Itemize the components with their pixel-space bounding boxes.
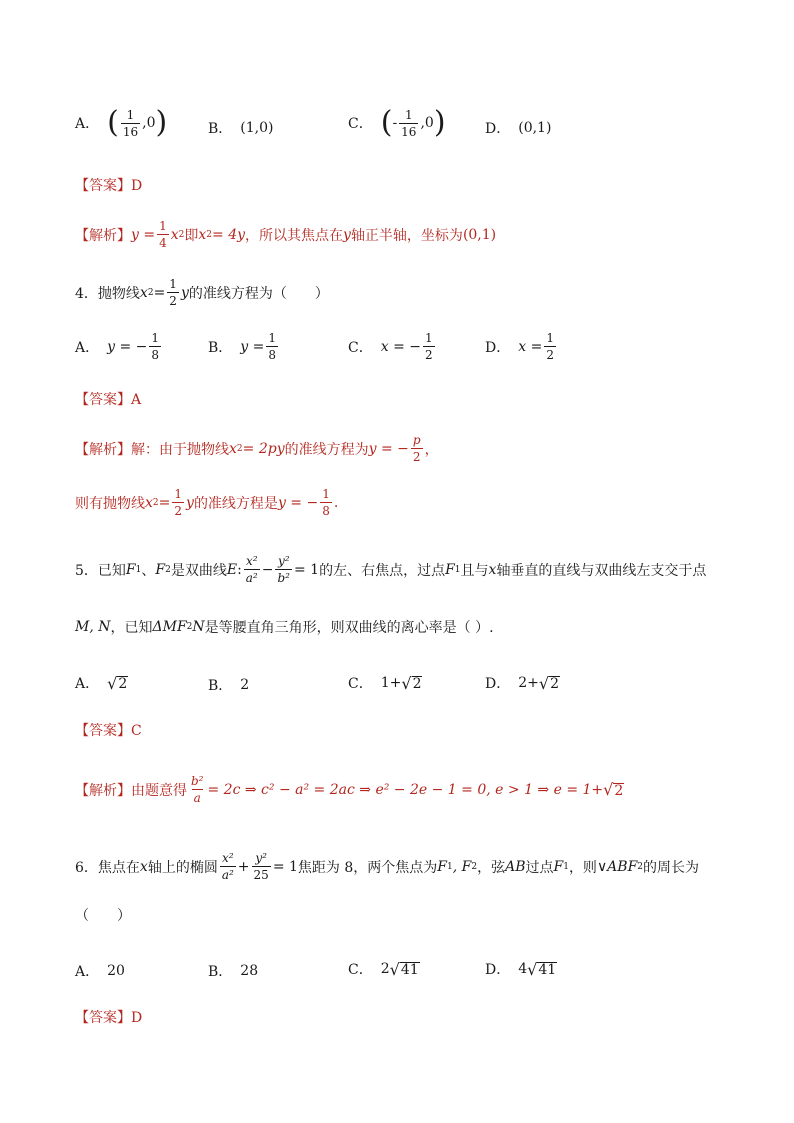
analysis-tag: 【解析】	[75, 227, 131, 244]
option-label: C．	[348, 962, 373, 978]
q5-option-c: C． 1+ √ 2	[348, 673, 422, 693]
fraction: $\frac{\text{y²}}{25}$	[253, 851, 269, 882]
q3-analysis: 【解析】 y = $\frac{1}{4}$ x 2 即 x 2 = 4y ，所以其焦点在 y 轴正半轴，坐标为 (0,1)	[75, 219, 497, 250]
option-label: A．	[75, 964, 100, 980]
analysis-tag: 【解析】	[75, 441, 131, 458]
fraction: $\frac{1}{2}$	[174, 487, 183, 518]
sqrt: √ 2	[603, 780, 624, 799]
q3-option-b: B． (1,0)	[208, 120, 274, 137]
q5-analysis: 【解析】 由题意得 $\frac{\text{b²}}{a}$ = 2c ⇒ c² − a² = 2ac ⇒ e² − 2e − 1 = 0, e > 1 ⇒ e = 1+ √ 2	[75, 774, 624, 805]
answer-tag: 【答案】	[75, 178, 131, 194]
option-label: D．	[485, 676, 511, 692]
option-label: B．	[208, 121, 233, 137]
q5-stem-line2: M, N ，已知 ΔMF 2 N 是等腰直角三角形，则双曲线的离心率是（ ）.	[75, 619, 494, 636]
option-label: A．	[75, 116, 100, 132]
q4-analysis-line1: 【解析】 解：由于抛物线 x 2 = 2py 的准线方程为 y = − $\frac{p}{2}$ ，	[75, 433, 439, 464]
q4-option-b: B． y = $\frac{1}{8}$	[208, 331, 277, 362]
fraction: $\frac{p}{2}$	[412, 433, 421, 464]
q6-option-c: C． 2 √ 41	[348, 959, 419, 979]
q5-option-a	[75, 673, 128, 693]
q4-stem: 4．抛物线 x 2 = $\frac{1}{2}$ y 的准线方程为（ ）	[75, 277, 329, 308]
q6-stem-line1: 6．焦点在 x 轴上的椭圆 $\frac{\text{x²}}{\text{a²}}$ + $\frac{\text{y²}}{25}$ = 1 焦距为 8，两个焦点为 F 1 , F 2 ，弦 AB 过点 F 1 ，则 ∨ABF 2 的周长为	[75, 851, 700, 882]
q3-answer	[75, 179, 142, 193]
fraction: $\frac{1}{8}$	[151, 331, 160, 362]
fraction: $\frac{\text{x²}}{\text{a²}}$	[245, 554, 258, 585]
q3-option-c: C． ( - $\frac{1}{16}$ ,0 )	[348, 105, 446, 140]
fraction: $\frac{1}{4}$	[159, 219, 167, 250]
fraction: $\frac{\text{x²}}{\text{a²}}$	[221, 851, 234, 882]
answer-tag: 【答案】	[75, 723, 131, 739]
q4-option-a: A． y = − $\frac{1}{8}$	[75, 331, 160, 362]
q5-option-b: B． 2	[208, 677, 250, 694]
answer-value: D	[131, 1010, 143, 1026]
q3-option-a: A． ( $\frac{1}{16}$ ,0 )	[75, 105, 168, 140]
sqrt: √ 2	[401, 673, 422, 693]
fraction: $\frac{1}{8}$	[268, 331, 277, 362]
q6-option-d: D． 4 √ 41	[485, 959, 557, 979]
q4-option-c: C． x = − $\frac{1}{2}$	[348, 331, 433, 362]
analysis-tag: 【解析】	[75, 782, 131, 799]
q5-answer	[75, 724, 142, 738]
option-label: A．	[75, 339, 100, 356]
q3-option-d: D． (0,1)	[485, 120, 552, 137]
option-label: B．	[208, 678, 233, 694]
sqrt: √ 41	[389, 959, 419, 979]
option-label: B．	[208, 339, 233, 356]
q6-stem-line2: （ ）	[75, 908, 131, 924]
option-label: C．	[348, 676, 373, 692]
fraction: $\frac{1}{8}$	[322, 487, 330, 518]
answer-tag: 【答案】	[75, 392, 131, 408]
option-label: C．	[348, 339, 373, 356]
q5-stem-line1: 5．已知 F 1 、 F 2 是双曲线 E : $\frac{\text{x²}}{\text{a²}}$ − $\frac{\text{y²}}{\text{b²}}$ = 1 的左、右焦点，过点 F 1 且与 x 轴垂直的直线与双曲线左支交于点	[75, 554, 707, 585]
q6-answer	[75, 1011, 142, 1025]
option-label: D．	[485, 121, 511, 137]
q6-option-b: B． 28	[208, 963, 259, 980]
option-label: B．	[208, 964, 233, 980]
q4-option-d: D． x = $\frac{1}{2}$	[485, 331, 554, 362]
fraction: $\frac{\text{y²}}{\text{b²}}$	[277, 554, 290, 585]
option-label: C．	[348, 116, 373, 132]
option-label: A．	[75, 676, 100, 692]
answer-value: D	[131, 178, 143, 194]
fraction: $\frac{1}{16}$	[401, 107, 417, 139]
q4-answer	[75, 393, 141, 407]
q4-analysis-line2: 则有抛物线 x 2 = $\frac{1}{2}$ y 的准线方程是 y = − $\frac{1}{8}$ .	[75, 487, 339, 518]
q6-option-a: A． 20	[75, 963, 125, 980]
fraction: $\frac{1}{2}$	[546, 331, 554, 362]
sqrt: √ 41	[527, 959, 557, 979]
answer-value: A	[131, 392, 142, 408]
sqrt: √ 2	[107, 673, 128, 693]
fraction: $\frac{1}{16}$	[122, 107, 139, 139]
q5-option-d: D． 2+ √ 2	[485, 673, 559, 693]
fraction: $\frac{1}{2}$	[169, 277, 177, 308]
fraction: $\frac{1}{2}$	[424, 331, 433, 362]
option-label: D．	[485, 962, 511, 978]
option-label: D．	[485, 339, 511, 356]
answer-tag: 【答案】	[75, 1010, 131, 1026]
fraction: $\frac{\text{b²}}{a}$	[191, 774, 204, 805]
sqrt: √ 2	[538, 673, 559, 693]
answer-value: C	[131, 723, 142, 739]
